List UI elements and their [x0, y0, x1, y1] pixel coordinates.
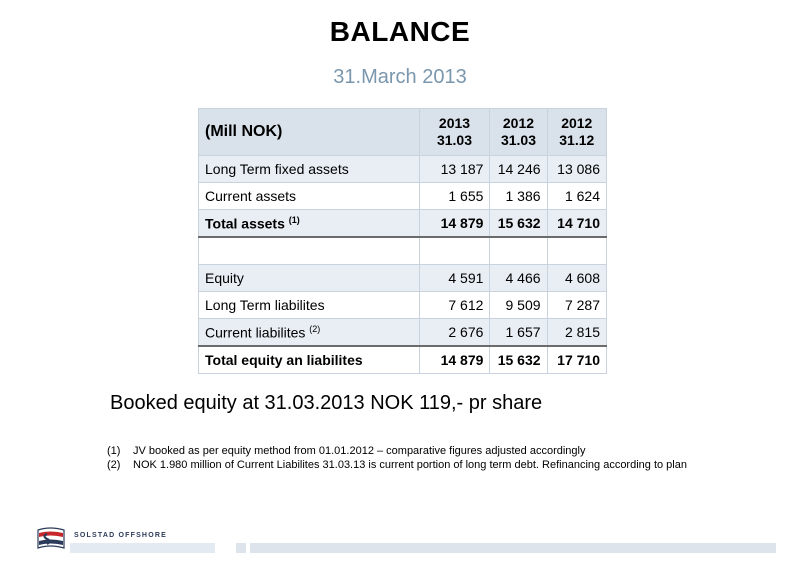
cell-value: 14 879 — [419, 346, 490, 374]
flag-logo-icon — [36, 526, 66, 552]
footer-bar — [70, 543, 215, 553]
header-col-2012-1231 — [547, 109, 606, 156]
cell-value: 15 632 — [490, 210, 547, 238]
table-row-spacer — [199, 237, 607, 265]
cell-value: 1 657 — [490, 319, 547, 347]
cell-value: 2 815 — [547, 319, 606, 347]
footnote-mark: (1) — [107, 445, 121, 457]
row-label: Total equity an liabilites — [199, 346, 420, 374]
footnote-item — [107, 458, 687, 472]
header-date: 31.03 — [500, 132, 536, 148]
header-year: 2012 — [502, 115, 535, 131]
footnote-mark: (2) — [107, 459, 121, 471]
row-label: Equity — [199, 265, 420, 292]
cell-value: 2 676 — [419, 319, 490, 347]
footnotes — [107, 444, 687, 472]
table-row-total — [199, 346, 607, 374]
page-title: BALANCE — [329, 16, 471, 47]
row-label: Long Term fixed assets — [199, 156, 420, 183]
cell-value: 1 624 — [547, 183, 606, 210]
cell-value: 17 710 — [547, 346, 606, 374]
footnote-text: JV booked as per equity method from 01.01.2012 – comparative figures adjusted accordingly — [133, 445, 586, 457]
footnote-ref: (1) — [288, 214, 300, 225]
cell-value: 14 246 — [490, 156, 547, 183]
cell-value: 9 509 — [490, 292, 547, 319]
balance-table — [198, 108, 607, 374]
footnote-ref: (2) — [309, 323, 321, 334]
row-label-text: Total assets — [205, 215, 285, 232]
row-label: Long Term liabilites — [199, 292, 420, 319]
cell-value: 13 187 — [419, 156, 490, 183]
cell-value: 13 086 — [547, 156, 606, 183]
header-year: 2013 — [438, 115, 471, 131]
cell-value: 7 612 — [419, 292, 490, 319]
footnote-item — [107, 444, 687, 458]
footer-bar — [236, 543, 246, 553]
cell-value: 14 710 — [547, 210, 606, 238]
cell-value: 14 879 — [419, 210, 490, 238]
page-subtitle: 31.March 2013 — [333, 66, 467, 88]
cell-value: 15 632 — [490, 346, 547, 374]
header-col-2012-0331 — [490, 109, 547, 156]
footer — [0, 520, 800, 560]
table-row-total — [199, 210, 607, 238]
cell-value: 1 386 — [490, 183, 547, 210]
table-row — [199, 183, 607, 210]
cell-value: 4 591 — [419, 265, 490, 292]
table-header-row — [199, 109, 607, 156]
footnote-text: NOK 1.980 million of Current Liabilites 31.03.13 is current portion of long term debt. Refinancing according to plan — [133, 459, 687, 471]
table-row — [199, 156, 607, 183]
cell-value: 4 608 — [547, 265, 606, 292]
equity-statement: Booked equity at 31.03.2013 NOK 119,- pr share — [110, 392, 543, 414]
cell-value — [547, 237, 606, 265]
row-label-text: Current liabilites — [205, 324, 306, 341]
cell-value — [419, 237, 490, 265]
row-label: Current assets — [199, 183, 420, 210]
cell-value: 4 466 — [490, 265, 547, 292]
row-label — [199, 210, 420, 238]
table-row — [199, 265, 607, 292]
header-year: 2012 — [561, 115, 593, 131]
footer-bar — [250, 543, 776, 553]
cell-value: 7 287 — [547, 292, 606, 319]
header-date: 31.12 — [559, 132, 595, 148]
header-date: 31.03 — [436, 132, 472, 148]
row-label — [199, 319, 420, 347]
cell-value: 1 655 — [419, 183, 490, 210]
table-row — [199, 319, 607, 347]
row-label — [199, 237, 420, 265]
table-row — [199, 292, 607, 319]
header-col-2013-0331 — [419, 109, 490, 156]
company-name: SOLSTAD OFFSHORE — [74, 532, 167, 539]
cell-value — [490, 237, 547, 265]
header-unit-label: (Mill NOK) — [199, 109, 420, 156]
